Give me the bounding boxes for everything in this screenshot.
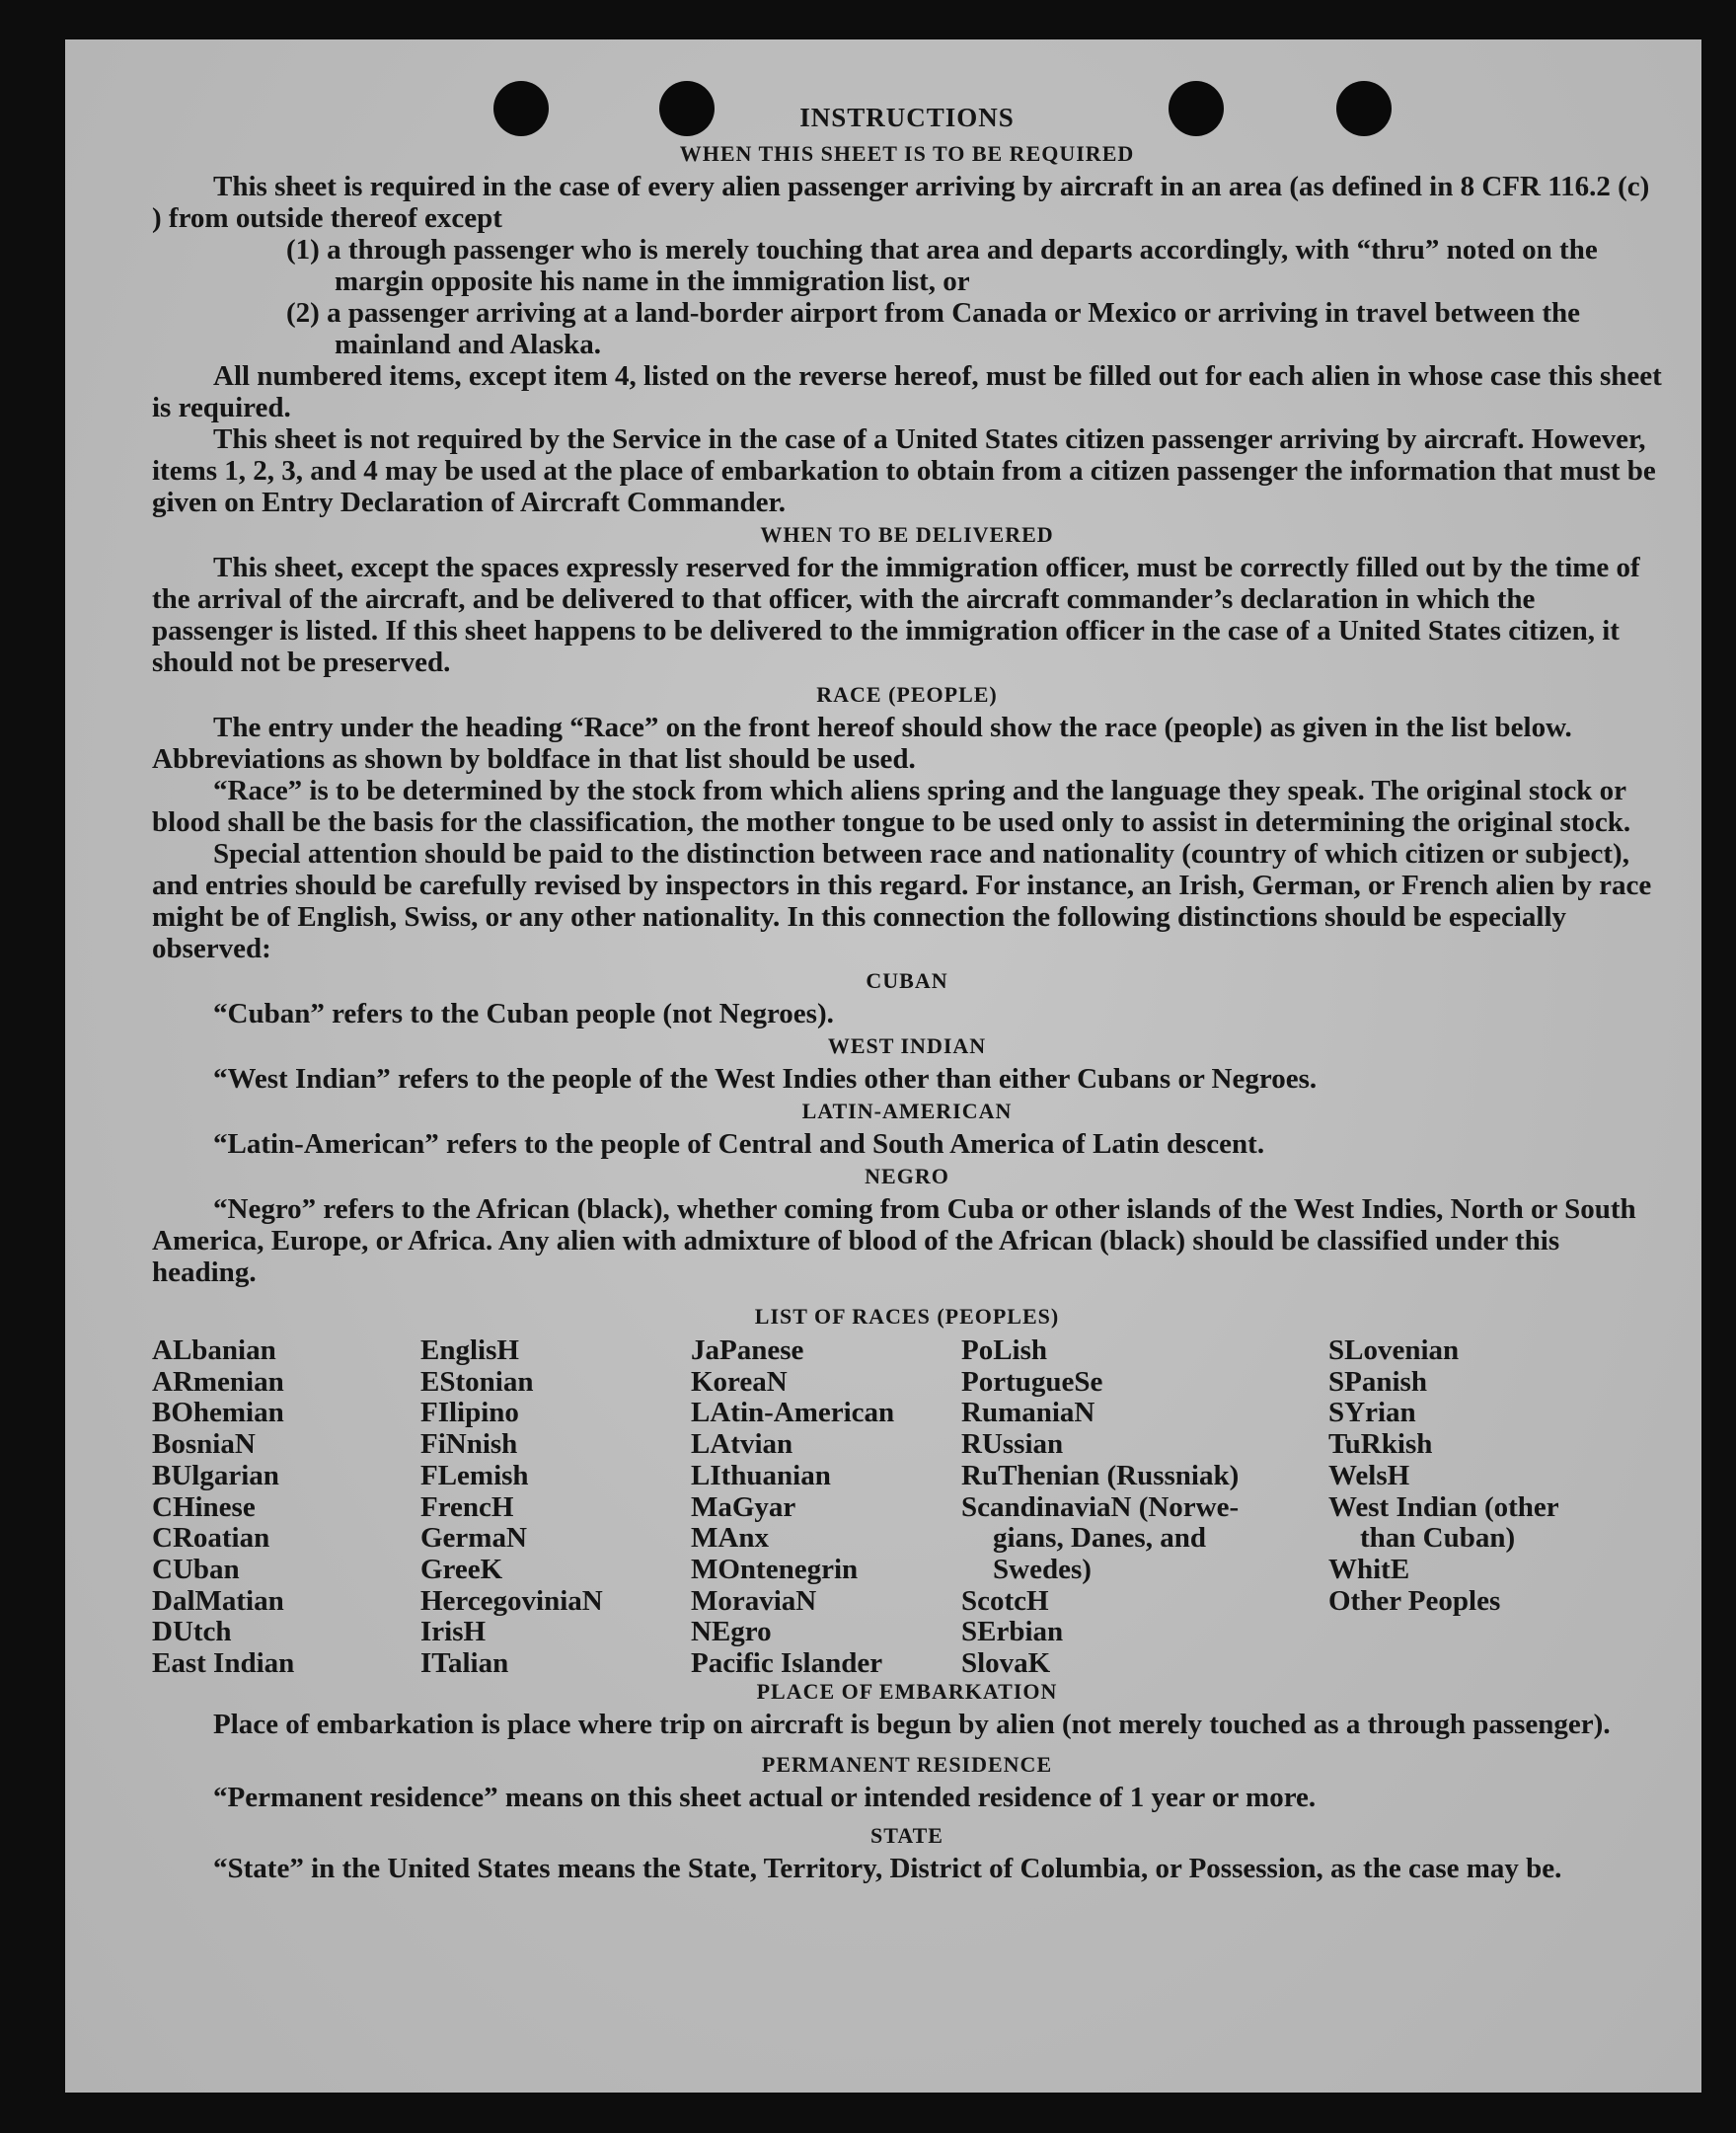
race-entry: DUtch	[152, 1616, 232, 1648]
race-entry: HercegoviniaN	[420, 1584, 603, 1617]
heading-latin-american: LATIN-AMERICAN	[801, 1099, 1013, 1123]
race-entry: MaGyar	[691, 1490, 796, 1523]
race-entry: CHinese	[152, 1490, 256, 1523]
race-entry: ARmenian	[152, 1365, 284, 1398]
race-entry: FrencH	[420, 1490, 514, 1523]
race-entry: MAnx	[691, 1522, 769, 1555]
race-entry: WhitE	[1328, 1553, 1410, 1585]
heading-delivered: WHEN TO BE DELIVERED	[760, 522, 1054, 547]
race-entry-continued: Swedes)	[993, 1553, 1092, 1585]
instructions-content	[152, 103, 1662, 1884]
embarkation-paragraph: Place of embarkation is place where trip on aircraft is begun by alien (not merely touched as a through passenger).	[213, 1709, 1611, 1740]
race-entry: PoLish	[961, 1334, 1048, 1366]
heading-race: RACE (PEOPLE)	[816, 682, 998, 707]
race-entry: ScandinaviaN (Norwe-	[961, 1490, 1240, 1523]
race-entry: MoraviaN	[691, 1584, 817, 1617]
race-entry: Other Peoples	[1328, 1584, 1501, 1617]
required-intro: This sheet is required in the case of every alien passenger arriving by aircraft in an area (as defined in 8 CFR 116.2 (c) ) from outside thereof except	[152, 171, 1650, 234]
race-paragraph-1: The entry under the heading “Race” on the front hereof should show the race (people) as given in the list below. Abbreviations as shown by boldface in that list should be used.	[152, 712, 1572, 775]
race-entry: BOhemian	[152, 1397, 284, 1429]
race-paragraph-2: “Race” is to be determined by the stock from which aliens spring and the language they speak. The original stock or blood shall be the basis for the classification, the mother tongue to be used only to assist in determining the original stock.	[152, 775, 1631, 838]
race-entry: RUssian	[961, 1428, 1064, 1461]
exception-item-1: (1) a through passenger who is merely touching that area and departs accordingly, with “thru” noted on the margin opposite his name in the immigration list, or	[286, 234, 1598, 297]
races-column-1	[152, 1335, 294, 1680]
race-entry: Pacific Islander	[691, 1647, 883, 1680]
race-entry: MOntenegrin	[691, 1553, 859, 1585]
races-column-5	[1328, 1335, 1559, 1617]
page-title: INSTRUCTIONS	[799, 103, 1015, 132]
residence-paragraph: “Permanent residence” means on this sheet actual or intended residence of 1 year or more.	[213, 1782, 1317, 1813]
race-entry: West Indian (other	[1328, 1490, 1559, 1523]
race-entry: BUlgarian	[152, 1459, 279, 1491]
race-entry: SlovaK	[961, 1647, 1051, 1680]
race-entry: WelsH	[1328, 1459, 1410, 1491]
race-entry: LIthuanian	[691, 1459, 831, 1491]
race-entry: IrisH	[420, 1616, 487, 1648]
races-column-3	[691, 1335, 894, 1680]
race-entry: SErbian	[961, 1616, 1064, 1648]
citizen-paragraph: This sheet is not required by the Service in the case of a United States citizen passenger arriving by aircraft. However, items 1, 2, 3, and 4 may be used at the place of embarkation to obtain from a citizen passenger the information that must be given on Entry Declaration of Aircraft Commander.	[152, 423, 1656, 518]
race-entry: GermaN	[420, 1522, 527, 1555]
race-entry: East Indian	[152, 1647, 295, 1680]
race-entry: KoreaN	[691, 1365, 788, 1398]
race-entry: LAtvian	[691, 1428, 793, 1461]
race-entry: DalMatian	[152, 1584, 284, 1617]
heading-permanent-residence: PERMANENT RESIDENCE	[761, 1752, 1053, 1777]
race-entry: LAtin-American	[691, 1397, 895, 1429]
race-entry: NEgro	[691, 1616, 772, 1648]
race-entry: RumaniaN	[961, 1397, 1095, 1429]
race-paragraph-3: Special attention should be paid to the distinction between race and nationality (country of which citizen or subject), and entries should be carefully revised by inspectors in this regard. For instance, an Irish, German, or French alien by race might be of English, Swiss, or any other nationality. In this connection the following distinctions should be especially observed:	[152, 838, 1652, 964]
latin-american-definition: “Latin-American” refers to the people of Central and South America of Latin descent.	[213, 1128, 1265, 1160]
west-indian-definition: “West Indian” refers to the people of the West Indies other than either Cubans or Negroes.	[213, 1063, 1318, 1095]
race-entry: BosniaN	[152, 1428, 256, 1461]
races-column-2	[420, 1335, 603, 1680]
delivered-paragraph: This sheet, except the spaces expressly reserved for the immigration officer, must be correctly filled out by the time of the arrival of the aircraft, and be delivered to that officer, with the aircraft commander’s declaration in which the passenger is listed. If this sheet happens to be delivered to the immigration officer in the case of a United States citizen, it should not be preserved.	[152, 552, 1640, 678]
race-entry: EnglisH	[420, 1334, 519, 1366]
race-entry: PortugueSe	[961, 1365, 1103, 1398]
race-entry: RuThenian (Russniak)	[961, 1459, 1240, 1491]
race-entry: EStonian	[420, 1365, 534, 1398]
negro-definition: “Negro” refers to the African (black), whether coming from Cuba or other islands of the West Indies, North or South America, Europe, or Africa. Any alien with admixture of blood of the African (black) should be classified under this heading.	[152, 1193, 1636, 1288]
race-entry: SPanish	[1328, 1365, 1427, 1398]
race-entry: SLovenian	[1328, 1334, 1460, 1366]
race-entry: GreeK	[420, 1553, 503, 1585]
heading-negro: NEGRO	[865, 1164, 949, 1188]
heading-list-of-races: LIST OF RACES (PEOPLES)	[754, 1304, 1060, 1329]
races-list	[152, 1334, 1662, 1680]
heading-west-indian: WEST INDIAN	[827, 1033, 987, 1058]
numbered-items-paragraph: All numbered items, except item 4, listed on the reverse hereof, must be filled out for each alien in whose case this sheet is required.	[152, 360, 1662, 423]
exception-item-2: (2) a passenger arriving at a land-border airport from Canada or Mexico or arriving in travel between the mainland and Alaska.	[286, 297, 1581, 360]
race-entry: JaPanese	[691, 1334, 804, 1366]
race-entry: CRoatian	[152, 1522, 270, 1555]
document-sheet	[65, 39, 1701, 2093]
heading-cuban: CUBAN	[866, 968, 948, 993]
heading-state: STATE	[870, 1823, 943, 1848]
race-entry: CUban	[152, 1553, 240, 1585]
heading-required: WHEN THIS SHEET IS TO BE REQUIRED	[679, 141, 1135, 166]
race-entry: FiNnish	[420, 1428, 518, 1461]
state-paragraph: “State” in the United States means the State, Territory, District of Columbia, or Possession, as the case may be.	[213, 1853, 1562, 1884]
heading-embarkation: PLACE OF EMBARKATION	[756, 1679, 1058, 1704]
races-column-4	[961, 1335, 1239, 1680]
race-entry: FIlipino	[420, 1397, 519, 1429]
race-entry: ITalian	[420, 1647, 509, 1680]
race-entry-continued: gians, Danes, and	[993, 1522, 1206, 1555]
race-entry-continued: than Cuban)	[1360, 1522, 1516, 1555]
race-entry: FLemish	[420, 1459, 529, 1491]
cuban-definition: “Cuban” refers to the Cuban people (not Negroes).	[213, 998, 834, 1029]
race-entry: ALbanian	[152, 1334, 276, 1366]
race-entry: SYrian	[1328, 1397, 1416, 1429]
race-entry: TuRkish	[1328, 1428, 1433, 1461]
race-entry: ScotcH	[961, 1584, 1049, 1617]
